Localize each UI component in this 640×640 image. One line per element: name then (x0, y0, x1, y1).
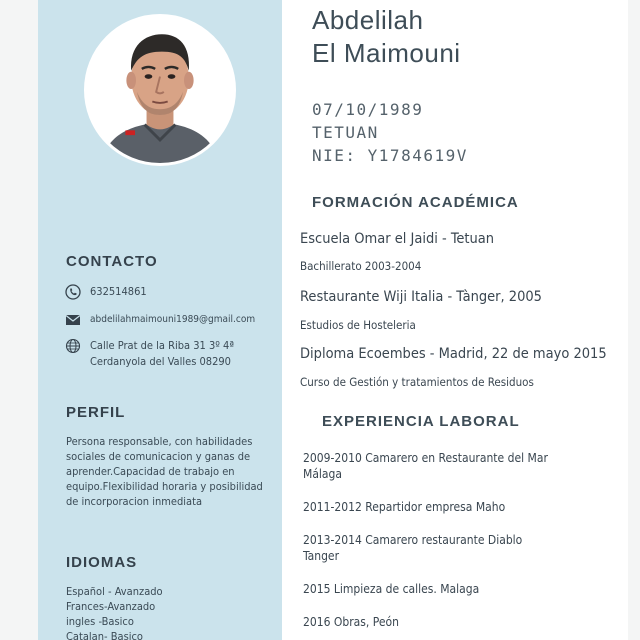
contact-phone-row (64, 284, 147, 300)
profile-photo (84, 14, 236, 166)
contact-email-row (64, 312, 255, 328)
education-title: Restaurante Wiji Italia - Tànger, 2005 (300, 289, 542, 305)
experience-item: 2009-2010 Camarero en Restaurante del Mar Málaga (303, 451, 548, 481)
contact-address: Calle Prat de la Riba 31 3º 4ª Cerdanyola del Valles 08290 (90, 339, 235, 368)
education-title: Escuela Omar el Jaidi - Tetuan (300, 231, 495, 247)
education-detail: Curso de Gestión y tratamientos de Residuos (300, 375, 534, 389)
experience-item: 2011-2012 Repartidor empresa Maho (303, 500, 506, 514)
education-title: Diploma Ecoembes - Madrid, 22 de mayo 2015 (300, 346, 607, 362)
profile-text: Persona responsable, con habilidades sociales de comunicacion y ganas de aprender.Capacidad de trabajo en equipo.Flexibilidad horaria y posibilidad de incorporacion inmediata (66, 435, 263, 508)
language-item: Frances-Avanzado (66, 600, 156, 613)
candidate-name (312, 4, 461, 70)
experience-item: 2013-2014 Camarero restaurante Diablo Tanger (303, 533, 523, 563)
birthdate: 07/10/1989 (312, 100, 424, 119)
personal-info (312, 98, 468, 167)
language-item: Español - Avanzado (66, 585, 163, 598)
language-item: Catalan- Basico (66, 630, 143, 640)
education-heading: FORMACIÓN ACADÉMICA (312, 194, 519, 211)
phone-icon (64, 284, 82, 300)
languages-list (66, 584, 266, 640)
contact-email: abdelilahmaimouni1989@gmail.com (90, 314, 256, 325)
page-margin-left (0, 0, 38, 640)
globe-icon (64, 338, 82, 354)
profile-heading: PERFIL (66, 404, 126, 421)
first-name: Abdelilah (312, 5, 424, 35)
contact-address-row (64, 338, 234, 370)
experience-heading: EXPERIENCIA LABORAL (322, 413, 520, 430)
experience-item: 2015 Limpieza de calles. Malaga (303, 582, 480, 596)
language-item: ingles -Basico (66, 615, 134, 628)
envelope-icon (64, 312, 82, 328)
education-detail: Bachillerato 2003-2004 (300, 259, 422, 273)
nie-number: NIE: Y1784619V (312, 146, 468, 165)
education-detail: Estudios de Hosteleria (300, 318, 416, 332)
profile-photo-image (87, 17, 233, 163)
experience-item: 2016 Obras, Peón (303, 615, 399, 629)
birth-city: TETUAN (312, 123, 379, 142)
last-name: El Maimouni (312, 38, 461, 68)
contact-phone: 632514861 (90, 285, 147, 298)
page-margin-right (628, 0, 640, 640)
languages-heading: IDIOMAS (66, 554, 138, 571)
contact-heading: CONTACTO (66, 253, 158, 270)
